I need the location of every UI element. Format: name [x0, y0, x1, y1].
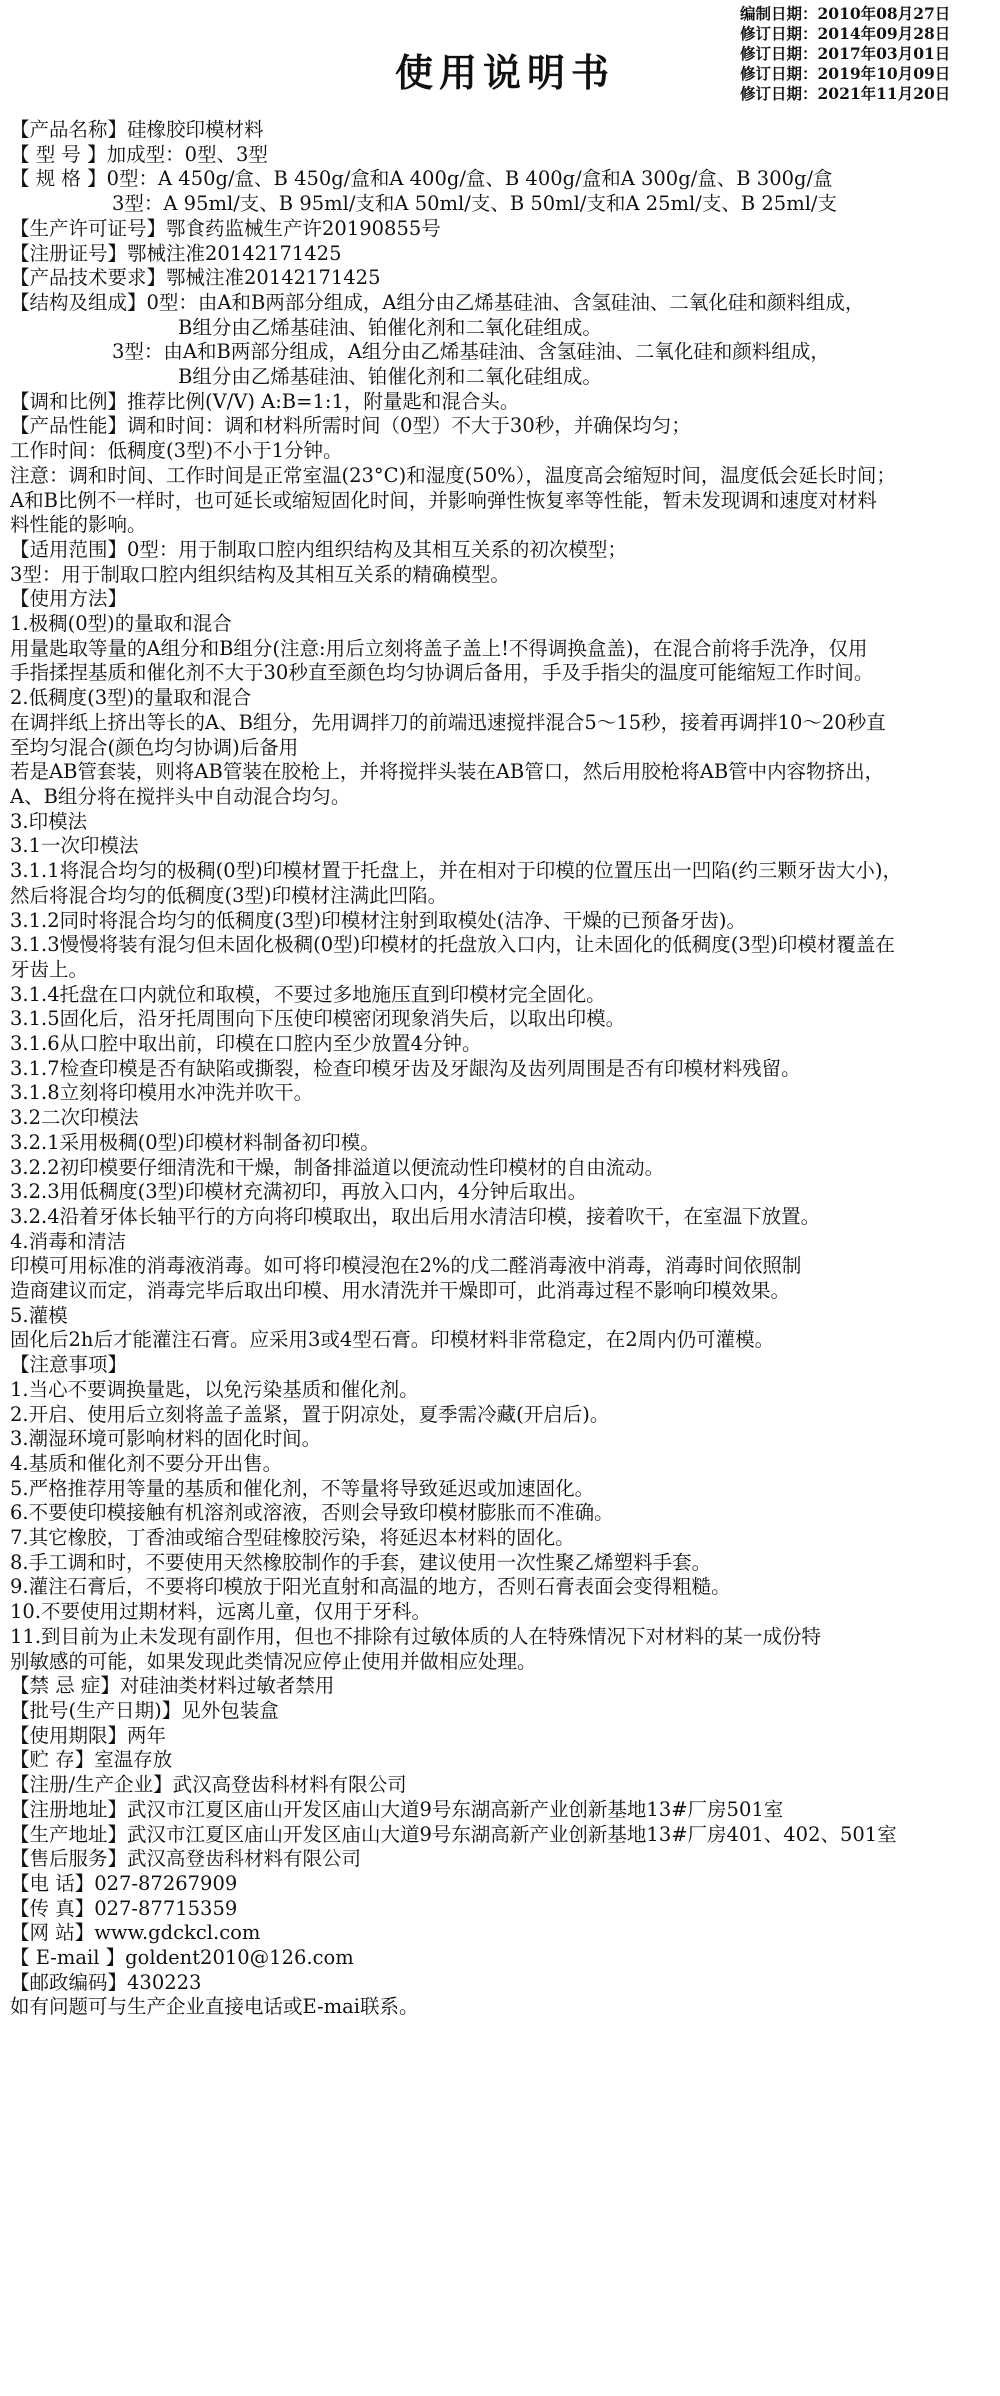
- text-line: 3型：A 95ml/支、B 95ml/支和A 50ml/支、B 50ml/支和A 25ml/支、B 25ml/支: [112, 192, 837, 216]
- text-line: 6.不要使印模接触有机溶剂或溶液，否则会导致印模材膨胀而不准确。: [10, 1501, 614, 1525]
- text-line: 手指揉捏基质和催化剂不大于30秒直至颜色均匀协调后备用，手及手指尖的温度可能缩短工作时间。: [10, 661, 874, 685]
- text-line: 【邮政编码】430223: [10, 1970, 202, 1994]
- date-line: 修订日期：2019年10月09日: [740, 64, 951, 83]
- text-line: 印模可用标准的消毒液消毒。如可将印模浸泡在2%的戊二醛消毒液中消毒，消毒时间依照制: [10, 1254, 802, 1278]
- text-line: 【注册证号】鄂械注准20142171425: [10, 241, 342, 265]
- text-line: 【电 话】027-87267909: [10, 1871, 238, 1895]
- text-line: 若是AB管套装，则将AB管装在胶枪上，并将搅拌头装在AB管口，然后用胶枪将AB管中内容物挤出，: [10, 760, 885, 784]
- text-line: 3.1.8立刻将印模用水冲洗并吹干。: [10, 1081, 314, 1105]
- text-line: 3型：由A和B两部分组成，A组分由乙烯基硅油、含氢硅油、二氧化硅和颜料组成，: [112, 340, 830, 364]
- text-line: B组分由乙烯基硅油、铂催化剂和二氧化硅组成。: [178, 365, 602, 389]
- date-line: 编制日期：2010年08月27日: [740, 4, 951, 23]
- text-line: 4.消毒和清洁: [10, 1229, 127, 1253]
- text-line: 3.1.2同时将混合均匀的低稠度(3型)印模材注射到取模处(洁净、干燥的已预备牙齿)。: [10, 908, 746, 932]
- text-line: 【注册/生产企业】武汉高登齿科材料有限公司: [10, 1773, 407, 1797]
- text-line: 3.1一次印模法: [10, 834, 139, 858]
- text-line: 用量匙取等量的A组分和B组分(注意:用后立刻将盖子盖上!不得调换盒盖)，在混合前将手洗净，仅用: [10, 636, 868, 660]
- text-line: 至均匀混合(颜色均匀协调)后备用: [10, 735, 299, 759]
- text-line: 1.极稠(0型)的量取和混合: [10, 612, 232, 636]
- date-line: 修订日期：2021年11月20日: [740, 84, 951, 103]
- text-line: B组分由乙烯基硅油、铂催化剂和二氧化硅组成。: [178, 315, 602, 339]
- text-line: 【生产地址】武汉市江夏区庙山开发区庙山大道9号东湖高新产业创新基地13#厂房401、402、501室: [10, 1822, 897, 1846]
- text-line: 3.印模法: [10, 809, 88, 833]
- text-line: 【使用方法】: [10, 587, 128, 611]
- text-line: 【批号(生产日期)】见外包装盒: [10, 1699, 279, 1722]
- text-line: 3型：用于制取口腔内组织结构及其相互关系的精确模型。: [10, 562, 510, 586]
- text-line: 1.当心不要调换量匙，以免污染基质和催化剂。: [10, 1377, 419, 1401]
- text-line: 【使用期限】两年: [10, 1723, 167, 1747]
- text-line: 【售后服务】武汉高登齿科材料有限公司: [10, 1847, 362, 1871]
- text-line: 【注意事项】: [10, 1353, 128, 1377]
- text-line: 【结构及组成】0型：由A和B两部分组成，A组分由乙烯基硅油、含氢硅油、二氧化硅和颜料组成，: [10, 290, 865, 314]
- text-line: 【产品性能】调和时间：调和材料所需时间（0型）不大于30秒，并确保均匀；: [10, 414, 691, 438]
- text-line: 固化后2h后才能灌注石膏。应采用3或4型石膏。印模材料非常稳定，在2周内仍可灌模。: [10, 1328, 775, 1352]
- text-line: 3.2二次印模法: [10, 1106, 139, 1130]
- text-line: 然后将混合均匀的低稠度(3型)印模材注满此凹陷。: [10, 883, 448, 907]
- text-line: 【 规 格 】0型：A 450g/盒、B 450g/盒和A 400g/盒、B 400g/盒和A 300g/盒、B 300g/盒: [10, 167, 833, 191]
- text-line: 3.1.3慢慢将装有混匀但未固化极稠(0型)印模材的托盘放入口内，让未固化的低稠度(3型)印模材覆盖在: [10, 933, 895, 957]
- text-line: 3.潮湿环境可影响材料的固化时间。: [10, 1427, 322, 1451]
- text-line: 3.2.1采用极稠(0型)印模材料制备初印模。: [10, 1130, 380, 1154]
- text-line: 【 E-mail 】goldent2010@126.com: [10, 1946, 354, 1970]
- text-line: 【网 站】www.gdckcl.com: [10, 1921, 261, 1945]
- text-line: 7.其它橡胶，丁香油或缩合型硅橡胶污染，将延迟本材料的固化。: [10, 1526, 575, 1550]
- text-line: 【注册地址】武汉市江夏区庙山开发区庙山大道9号东湖高新产业创新基地13#厂房501室: [10, 1797, 784, 1821]
- text-line: 3.2.3用低稠度(3型)印模材充满初印，再放入口内，4分钟后取出。: [10, 1180, 588, 1204]
- text-line: 【贮 存】室温存放: [10, 1748, 173, 1772]
- text-line: 【禁 忌 症】对硅油类材料过敏者禁用: [10, 1674, 335, 1698]
- text-line: 5.严格推荐用等量的基质和催化剂，不等量将导致延迟或加速固化。: [10, 1476, 595, 1500]
- date-line: 修订日期：2017年03月01日: [740, 44, 951, 63]
- text-line: 【产品技术要求】鄂械注准20142171425: [10, 266, 381, 290]
- text-line: 3.2.4沿着牙体长轴平行的方向将印模取出，取出后用水清洁印模，接着吹干，在室温下放置。: [10, 1204, 821, 1228]
- text-line: 【生产许可证号】鄂食药监械生产许20190855号: [10, 216, 441, 240]
- text-line: 【传 真】027-87715359: [10, 1896, 238, 1920]
- text-line: 2.低稠度(3型)的量取和混合: [10, 686, 252, 710]
- document-body: [10, 118, 995, 2020]
- text-line: 9.灌注石膏后，不要将印模放于阳光直射和高温的地方，否则石膏表面会变得粗糙。: [10, 1575, 731, 1599]
- text-line: 3.1.7检查印模是否有缺陷或撕裂，检查印模牙齿及牙龈沟及齿列周围是否有印模材料残留。: [10, 1056, 801, 1080]
- document-title: 使用说明书: [395, 51, 616, 95]
- text-line: 10.不要使用过期材料，远离儿童，仅用于牙科。: [10, 1600, 432, 1624]
- text-line: 造商建议而定，消毒完毕后取出印模、用水清洗并干燥即可，此消毒过程不影响印模效果。: [10, 1279, 791, 1303]
- date-line: 修订日期：2014年09月28日: [740, 24, 951, 43]
- text-line: 牙齿上。: [10, 957, 89, 981]
- text-line: 在调拌纸上挤出等长的A、B组分，先用调拌刀的前端迅速搅拌混合5～15秒，接着再调拌10～20秒直: [10, 710, 886, 734]
- revision-dates: [740, 4, 995, 104]
- text-line: A、B组分将在搅拌头中自动混合均匀。: [10, 784, 351, 808]
- text-line: 8.手工调和时，不要使用天然橡胶制作的手套，建议使用一次性聚乙烯塑料手套。: [10, 1550, 712, 1574]
- text-line: 3.1.5固化后，沿牙托周围向下压使印模密闭现象消失后，以取出印模。: [10, 1007, 626, 1031]
- text-line: 工作时间：低稠度(3型)不小于1分钟。: [10, 439, 343, 463]
- text-line: 注意：调和时间、工作时间是正常室温(23°C)和湿度(50%），温度高会缩短时间，温度低会延长时间；: [10, 463, 896, 487]
- text-line: 3.1.6从口腔中取出前，印模在口腔内至少放置4分钟。: [10, 1032, 482, 1056]
- text-line: 5.灌模: [10, 1303, 68, 1327]
- text-line: 如有问题可与生产企业直接电话或E-mai联系。: [10, 1995, 419, 2019]
- text-line: 4.基质和催化剂不要分开出售。: [10, 1451, 283, 1475]
- text-line: 【调和比例】推荐比例(V/V) A:B=1:1，附量匙和混合头。: [10, 389, 520, 413]
- text-line: 3.1.4托盘在口内就位和取模，不要过多地施压直到印模材完全固化。: [10, 982, 606, 1006]
- text-line: A和B比例不一样时，也可延长或缩短固化时间，并影响弹性恢复率等性能，暂未发现调和速度对材料: [10, 488, 877, 512]
- text-line: 11.到目前为止未发现有副作用，但也不排除有过敏体质的人在特殊情况下对材料的某一成份特: [10, 1624, 822, 1648]
- text-line: 3.2.2初印模要仔细清洗和干燥，制备排溢道以便流动性印模材的自由流动。: [10, 1155, 665, 1179]
- text-line: 3.1.1将混合均匀的极稠(0型)印模材置于托盘上，并在相对于印模的位置压出一凹陷(约三颗牙齿大小)，: [10, 859, 902, 883]
- text-line: 料性能的影响。: [10, 513, 147, 537]
- text-line: 别敏感的可能，如果发现此类情况应停止使用并做相应处理。: [10, 1649, 537, 1673]
- text-line: 2.开启、使用后立刻将盖子盖紧，置于阴凉处，夏季需冷藏(开启后)。: [10, 1402, 610, 1426]
- text-line: 【适用范围】0型：用于制取口腔内组织结构及其相互关系的初次模型；: [10, 537, 627, 561]
- text-line: 【 型 号 】加成型：0型、3型: [10, 142, 268, 166]
- text-line: 【产品名称】硅橡胶印模材料: [10, 118, 264, 141]
